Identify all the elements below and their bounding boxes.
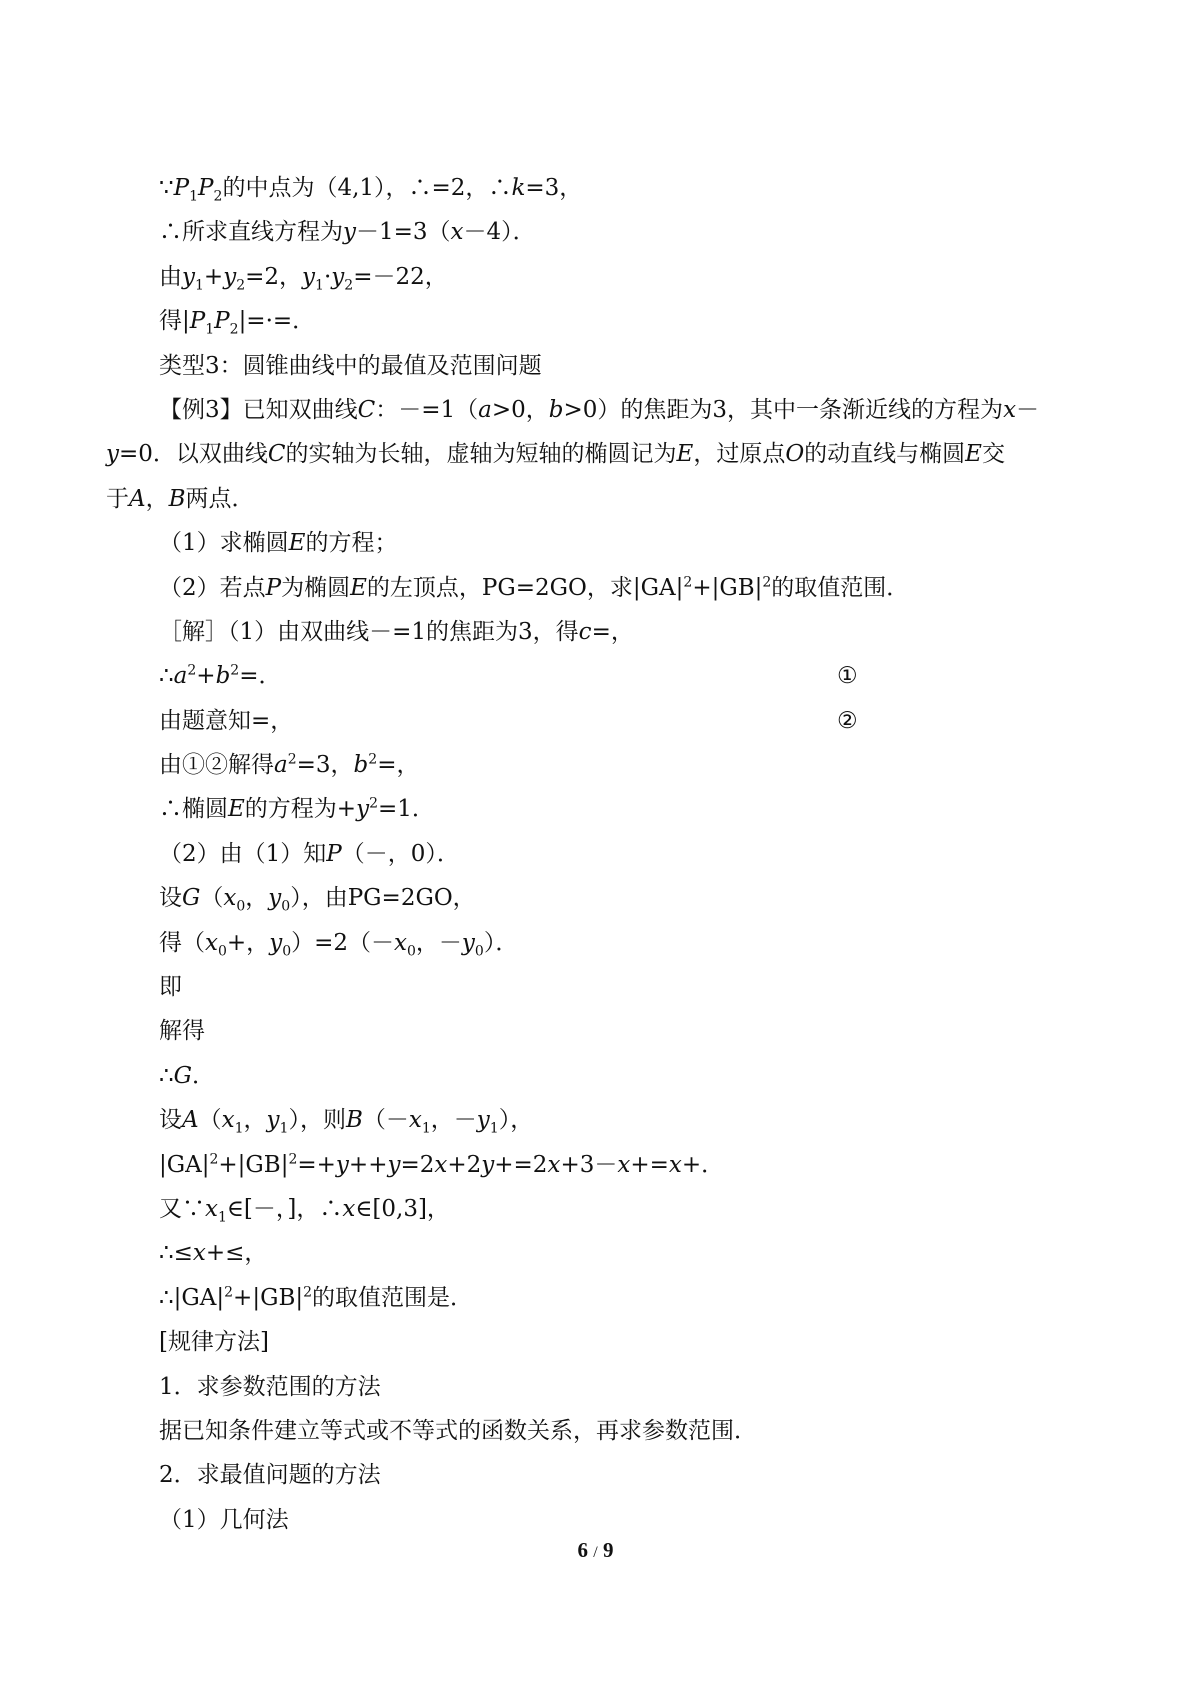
text-line: 解得 [159, 1018, 205, 1045]
question-1: （1）求椭圆E的方程； [159, 530, 398, 557]
text-line: $\therefore a^2+b^2=$． ① [159, 654, 1089, 698]
text-line: 设$A(x_1$，$y_1$），则$B(-x_1$，$-y_1$）， [159, 1107, 534, 1137]
text-line: 设$G(x_0$，$y_0$），由PG=2GO， [159, 885, 476, 915]
example-heading: 【例3】已知双曲线C：－=1（a>0，b>0）的焦距为3，其中一条渐近线的方程为x－ [159, 396, 1040, 423]
page-number [0, 1538, 1191, 1563]
question-2: （2）若点P为椭圆E的左顶点，PG=2GO，求$|GA|^2+|GB|^2$的取值范围． [159, 573, 910, 601]
text-line: $\because P_1P_2$的中点为（4,1），∴=2，∴k=3， [159, 175, 583, 205]
page-total: 9 [602, 1538, 614, 1562]
text-line: 由题意知=， ② [159, 699, 1089, 743]
page-separator: / [593, 1544, 598, 1561]
text-line: y=0．以双曲线C的实轴为长轴，虚轴为短轴的椭圆记为E，过原点O的动直线与椭圆E交 [106, 441, 1005, 468]
text-line: 据已知条件建立等式或不等式的函数关系，再求参数范围． [159, 1417, 757, 1444]
text-line: 由①②解得$a^2=3$，$b^2=$， [159, 751, 420, 779]
text-line: （2）由（1）知P（－，0）． [159, 840, 460, 867]
equation-marker-2: ② [837, 707, 858, 734]
text-line: $|GA|^2+|GB|^2=+y++y=2x+2y+=2x+3-x+=x+$． [159, 1150, 725, 1178]
solution-start: ［解］（1）由双曲线－=1的焦距为3，得c=， [159, 618, 634, 645]
text-line: ∴G． [159, 1062, 216, 1089]
text-line: $\therefore|GA|^2+|GB|^2$的取值范围是． [159, 1284, 474, 1311]
text-line: 1．求参数范围的方法 [159, 1373, 381, 1400]
text-line: 又$\because x_1\in[-$，]，∴x∈[0,3]， [159, 1195, 450, 1226]
text-line: 得$|P_1P_2|=\cdot=$． [159, 308, 316, 338]
text-line: ∴椭圆E的方程为$+y^2=1$． [159, 795, 435, 823]
text-line: 即 [159, 974, 182, 1001]
text-line: ∴所求直线方程为y－1=3（x－4）． [159, 219, 536, 246]
text-line: ∴≤x+≤， [159, 1240, 268, 1267]
equation-marker-1: ① [837, 663, 858, 690]
text-line: 2．求最值问题的方法 [159, 1462, 381, 1489]
text-line: 得（$x_0+$，$y_0)=2(-x_0$，$-y_0$）． [159, 929, 519, 960]
section-heading: 类型3：圆锥曲线中的最值及范围问题 [159, 352, 542, 379]
text-line: （1）几何法 [159, 1506, 289, 1533]
text-line: 于A，B两点． [106, 485, 255, 512]
document-body [106, 166, 1089, 1542]
method-heading: [规律方法] [159, 1329, 269, 1356]
text-line: 由$y_1+y_2=2$，$y_1\cdot y_2=-22$， [159, 263, 448, 294]
page-current: 6 [577, 1538, 589, 1562]
